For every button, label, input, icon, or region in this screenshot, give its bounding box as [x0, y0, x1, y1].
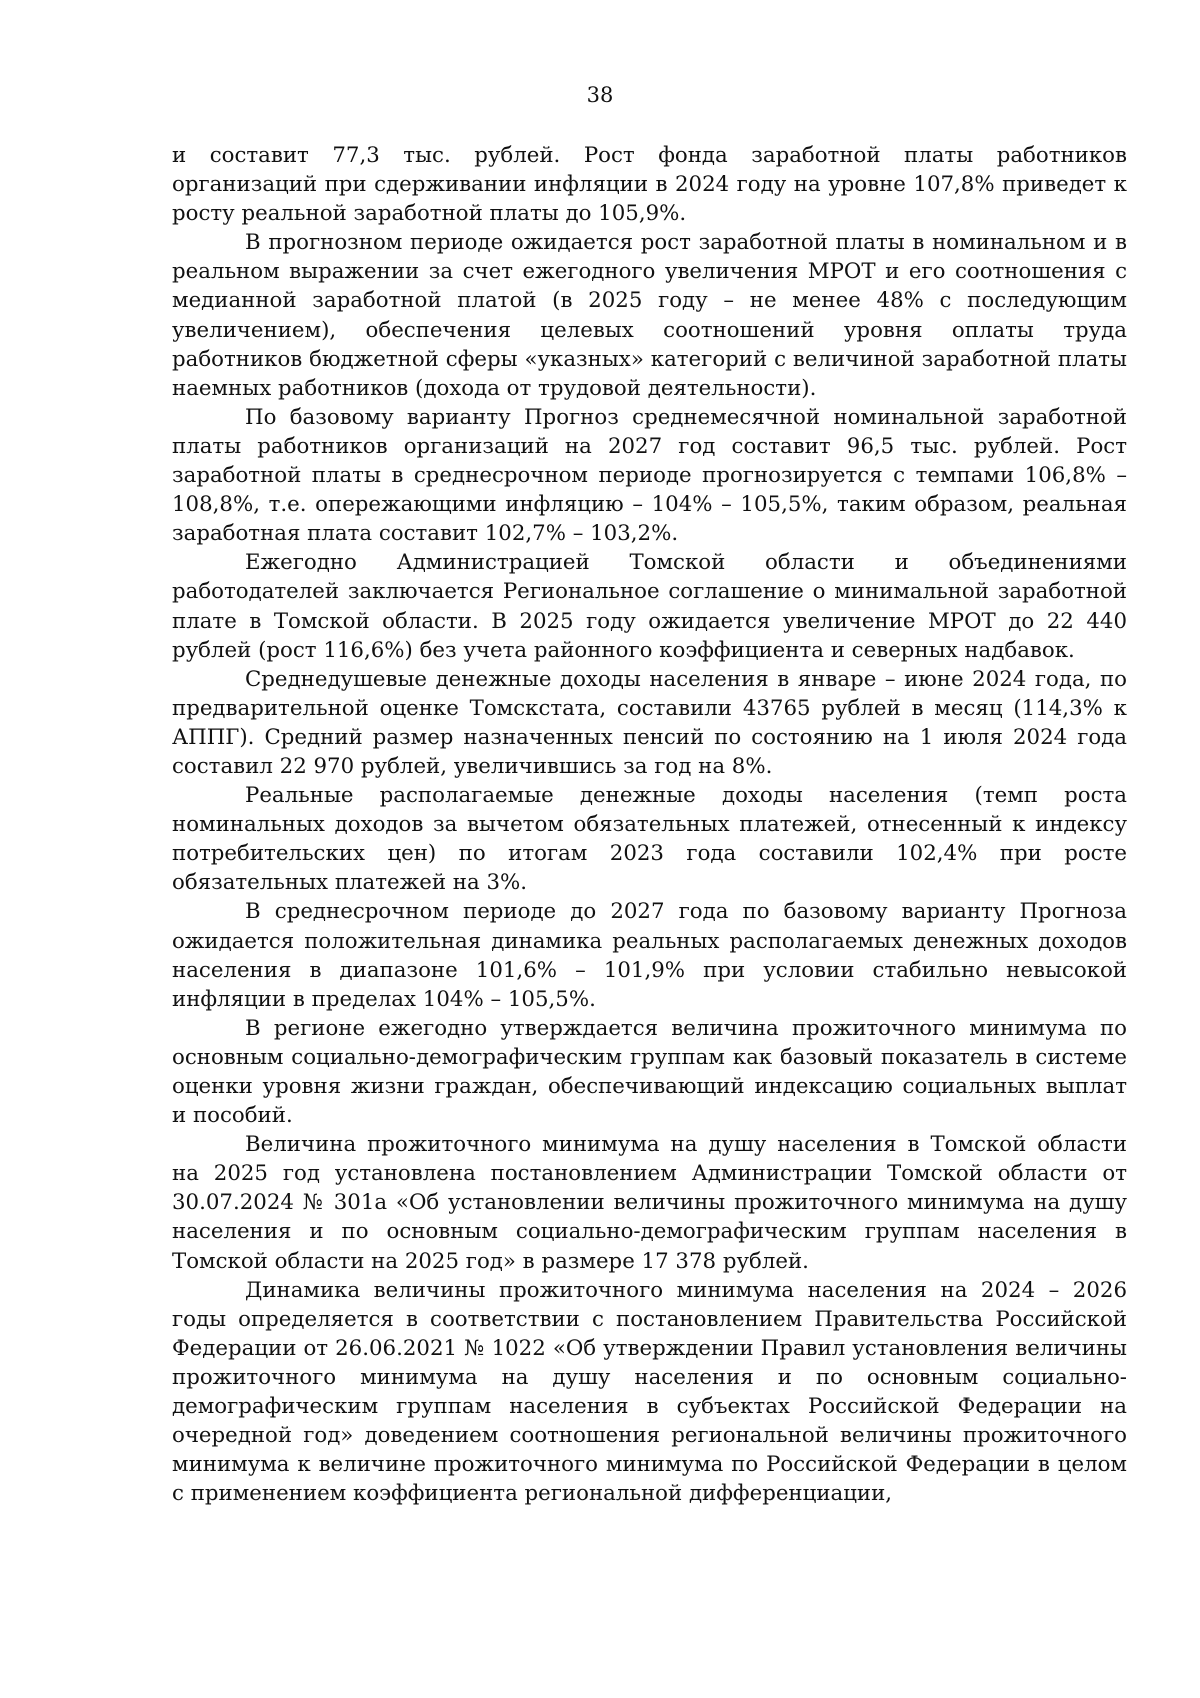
document-body — [172, 141, 1127, 1508]
page-number: 38 — [586, 83, 614, 107]
paragraph-real-disposable-income: Реальные располагаемые денежные доходы населения (темп роста номинальных доходов за вычетом обязательных платежей, отнесенный к индексу потребительских цен) по итогам 2023 года составили 102,4% при росте обязательных платежей на 3%. — [172, 783, 1127, 896]
paragraph-continuation: и составит 77,3 тыс. рублей. Рост фонда заработной платы работников организаций при сдерживании инфляции в 2024 году на уровне 107,8% приведет к росту реальной заработной платы до 105,9%. — [172, 143, 1127, 227]
paragraph-subsistence-minimum: В регионе ежегодно утверждается величина прожиточного минимума по основным социально-демографическим группам как базовый показатель в системе оценки уровня жизни граждан, обеспечивающий индексацию социальных выплат и пособий. — [172, 1015, 1127, 1129]
paragraph-subsistence-minimum-2025: Величина прожиточного минимума на душу населения в Томской области на 2025 год установлена постановлением Администрации Томской области от 30.07.2024 № 301а «Об установлении величины прожиточного минимума на душу населения и по основным социально-демографическим группам населения в Томской области на 2025 год» в размере 17 378 рублей. — [172, 1132, 1127, 1274]
paragraph-base-variant-wages: По базовому варианту Прогноз среднемесячной номинальной заработной платы работников организаций на 2027 год составит 96,5 тыс. рублей. Рост заработной платы в среднесрочном периоде прогнозируется с темпами 106,8% – 108,8%, т.е. опережающими инфляцию – 104% – 105,5%, таким образом, реальная заработная плата составит 102,7% – 103,2%. — [172, 404, 1127, 547]
paragraph-regional-agreement: Ежегодно Администрацией Томской области и объединениями работодателей заключается Региональное соглашение о минимальной заработной плате в Томской области. В 2025 году ожидается увеличение МРОТ до 22 440 рублей (рост 116,6%) без учета районного коэффициента и северных надбавок. — [172, 550, 1127, 663]
paragraph-per-capita-income: Среднедушевые денежные доходы населения в январе – июне 2024 года, по предварительной оценке Томскстата, составили 43765 рублей в месяц (114,3% к АППГ). Средний размер назначенных пенсий по состоянию на 1 июля 2024 года составил 22 970 рублей, увеличившись за год на 8%. — [172, 666, 1127, 779]
paragraph-subsistence-dynamics: Динамика величины прожиточного минимума населения на 2024 – 2026 годы определяется в соответствии с постановлением Правительства Российской Федерации от 26.06.2021 № 1022 «Об утверждении Правил установления величины прожиточного минимума на душу населения и по основным социально-демографическим группам населения в субъектах Российской Федерации на очередной год» доведением соотношения региональной величины прожиточного минимума к величине прожиточного минимума по Российской Федерации в целом с применением коэффициента региональной дифференциации, — [172, 1277, 1127, 1507]
paragraph-medium-term-income: В среднесрочном периоде до 2027 года по базовому варианту Прогноза ожидается положительная динамика реальных располагаемых денежных доходов населения в диапазоне 101,6% – 101,9% при условии стабильно невысокой инфляции в пределах 104% – 105,5%. — [172, 899, 1127, 1012]
paragraph-forecast-wage-growth: В прогнозном периоде ожидается рост заработной платы в номинальном и в реальном выражении за счет ежегодного увеличения МРОТ и его соотношения с медианной заработной платой (в 2025 году – не менее 48% с последующим увеличением), обеспечения целевых соотношений уровня оплаты труда работников бюджетной сферы «указных» категорий с величиной заработной платы наемных работников (дохода от трудовой деятельности). — [172, 230, 1127, 401]
